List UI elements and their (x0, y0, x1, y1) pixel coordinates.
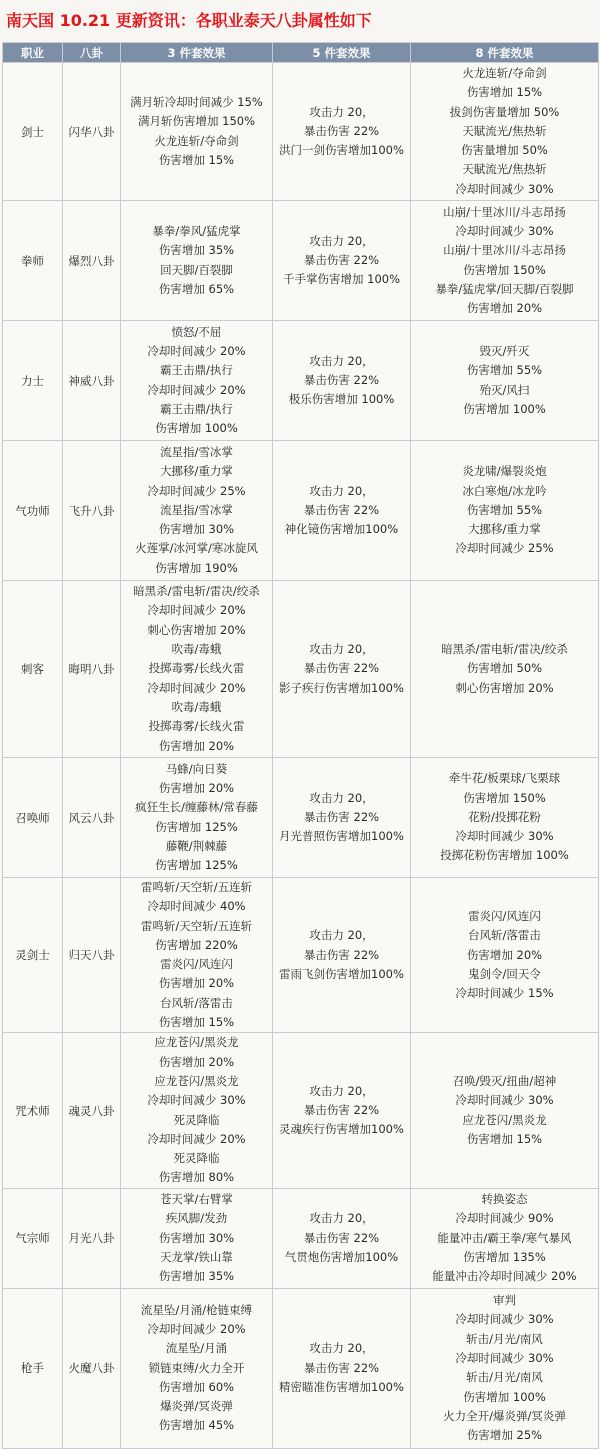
set5-cell-line: 暴击伤害 22% (303, 502, 380, 517)
set5-cell-line: 暴击伤害 22% (303, 1102, 380, 1117)
set3-cell-line: 回天脚/百裂脚 (160, 262, 233, 277)
set3-cell-line: 伤害增加 15% (158, 152, 235, 167)
set3-cell-line: 应龙苍闪/黑炎龙 (154, 1073, 239, 1088)
set5-cell-line: 气贯炮伤害增加100% (284, 1249, 399, 1264)
set8-cell-line: 投掷花粉伤害增加 100% (440, 848, 569, 863)
set5-cell (273, 1188, 411, 1288)
bagua-cell: 归天八卦 (63, 878, 121, 1033)
set3-cell-line: 伤害增加 20% (158, 780, 235, 795)
set8-cell-line: 大挪移/重力掌 (468, 522, 541, 537)
header-set5: 5 件套效果 (273, 43, 411, 63)
table-row (3, 63, 599, 201)
set5-cell-line: 攻击力 20， (309, 353, 374, 368)
set5-cell-line: 攻击力 20， (309, 928, 374, 943)
set8-cell-line: 伤害增加 25% (466, 1428, 543, 1443)
set3-cell-line: 满月斩伤害增加 150% (137, 114, 256, 129)
bagua-cell: 风云八卦 (63, 758, 121, 878)
set5-cell-line: 攻击力 20， (309, 104, 374, 119)
set5-cell-line: 千手掌伤害增加 100% (282, 272, 401, 287)
set3-cell-line: 雷鸣斩/天空斩/五连斩 (140, 918, 253, 933)
set3-cell-line: 伤害增加 35% (158, 243, 235, 258)
set3-cell-line: 伤害增加 30% (158, 522, 235, 537)
job-cell: 拳师 (3, 201, 63, 321)
set5-cell (273, 758, 411, 878)
set8-cell-line: 伤害增加 50% (466, 661, 543, 676)
set5-cell-line: 暴击伤害 22% (303, 372, 380, 387)
set8-cell-line: 应龙苍闪/黑炎龙 (462, 1112, 547, 1127)
set8-cell (411, 581, 599, 758)
set3-cell (121, 758, 273, 878)
set5-cell-line: 暴击伤害 22% (303, 1230, 380, 1245)
set8-cell-line: 伤害增加 150% (463, 790, 546, 805)
set3-cell-line: 冷却时间减少 20% (147, 680, 246, 695)
job-cell: 剑士 (3, 63, 63, 201)
table-row (3, 1288, 599, 1448)
table-body (3, 63, 599, 1449)
set5-cell-line: 暴击伤害 22% (303, 809, 380, 824)
set5-cell-line: 攻击力 20， (309, 1083, 374, 1098)
set5-cell-line: 攻击力 20， (309, 642, 374, 657)
set3-cell-line: 火龙连斩/夺命剑 (154, 133, 239, 148)
set-bonus-table (2, 42, 599, 1449)
set3-cell (121, 441, 273, 581)
set8-cell-line: 鬼剑令/回天令 (468, 966, 541, 981)
set3-cell-line: 吹毒/毒蛾 (171, 642, 222, 657)
set5-cell-line: 攻击力 20， (309, 1211, 374, 1226)
set8-cell-line: 伤害增加 100% (463, 1389, 546, 1404)
set8-cell-line: 山崩/十里冰川/斗志昂扬 (443, 243, 566, 258)
header-job: 职业 (3, 43, 63, 63)
set3-cell-line: 冷却时间减少 20% (147, 603, 246, 618)
set8-cell-line: 伤害增加 135% (463, 1249, 546, 1264)
set5-cell-line: 雷雨飞剑伤害增加100% (279, 966, 404, 981)
table-row (3, 321, 599, 441)
set3-cell-line: 锁链束缚/火力全开 (148, 1360, 245, 1375)
set8-cell (411, 1288, 599, 1448)
bagua-cell: 飞升八卦 (63, 441, 121, 581)
set3-cell-line: 伤害增加 45% (158, 1418, 235, 1433)
set8-cell-line: 召唤/毁灭/扭曲/超神 (452, 1073, 557, 1088)
set3-cell-line: 霸王击鼎/执行 (160, 401, 233, 416)
set8-cell-line: 冷却时间减少 15% (455, 986, 554, 1001)
set3-cell-line: 伤害增加 20% (158, 1054, 235, 1069)
set5-cell (273, 878, 411, 1033)
set3-cell-line: 投掷毒雾/长线火雷 (148, 719, 245, 734)
set3-cell-line: 天龙掌/铁山靠 (160, 1249, 233, 1264)
set8-cell (411, 758, 599, 878)
set5-cell-line: 攻击力 20， (309, 1341, 374, 1356)
set5-cell-line: 月光普照伤害增加100% (279, 829, 404, 844)
set3-cell-line: 伤害增加 80% (158, 1170, 235, 1185)
set3-cell (121, 63, 273, 201)
set8-cell-line: 山崩/十里冰川/斗志昂扬 (443, 204, 566, 219)
set5-cell-line: 攻击力 20， (309, 233, 374, 248)
set3-cell-line: 苍天掌/右臂掌 (160, 1192, 233, 1206)
table-row (3, 1033, 599, 1188)
set8-cell-line: 雷炎闪/风连闪 (468, 908, 541, 923)
set3-cell-line: 流星指/雪冰掌 (160, 444, 233, 459)
job-cell: 气功师 (3, 441, 63, 581)
set5-cell-line: 攻击力 20， (309, 790, 374, 805)
set8-cell-line: 伤害增加 55% (466, 363, 543, 378)
set3-cell-line: 冷却时间减少 20% (147, 1322, 246, 1336)
set8-cell-line: 能量冲击/霸王拳/寒气暴风 (437, 1230, 572, 1245)
set3-cell-line: 台风斩/落雷击 (160, 995, 233, 1010)
set5-cell (273, 1033, 411, 1188)
set3-cell-line: 冷却时间减少 25% (147, 483, 246, 498)
set3-cell (121, 321, 273, 441)
set5-cell-line: 洪门一剑伤害增加100% (279, 143, 404, 158)
table-row (3, 441, 599, 581)
set3-cell-line: 爆炎弹/冥炎弹 (160, 1399, 233, 1414)
set3-cell-line: 霸王击鼎/执行 (160, 363, 233, 378)
set5-cell-line: 暴击伤害 22% (303, 1360, 380, 1375)
set3-cell (121, 878, 273, 1033)
job-cell: 灵剑士 (3, 878, 63, 1033)
set8-cell-line: 冷却时间减少 90% (455, 1211, 554, 1226)
set3-cell-line: 伤害增加 20% (158, 976, 235, 991)
bagua-cell: 魂灵八卦 (63, 1033, 121, 1188)
set3-cell-line: 暗黑杀/雷电斩/雷决/绞杀 (133, 584, 260, 599)
set8-cell-line: 殆灭/风扫 (479, 382, 530, 397)
set3-cell (121, 1288, 273, 1448)
set3-cell-line: 死灵降临 (173, 1151, 220, 1166)
set3-cell (121, 1033, 273, 1188)
set5-cell-line: 神化镜伤害增加100% (284, 522, 399, 537)
set8-cell (411, 321, 599, 441)
set3-cell-line: 流星坠/月涌 (165, 1341, 228, 1356)
set3-cell (121, 1188, 273, 1288)
set3-cell-line: 流星指/雪冰掌 (160, 502, 233, 517)
set8-cell-line: 伤害增加 20% (466, 301, 543, 316)
set8-cell-line: 能量冲击冷却时间减少 20% (432, 1269, 577, 1284)
set3-cell-line: 伤害增加 20% (158, 738, 235, 753)
set3-cell-line: 伤害增加 15% (158, 1015, 235, 1030)
set3-cell-line: 雷炎闪/风连闪 (160, 957, 233, 972)
set8-cell-line: 冷却时间减少 30% (455, 829, 554, 844)
set3-cell-line: 雷鸣斩/天空斩/五连斩 (140, 880, 253, 894)
set8-cell-line: 冷却时间减少 30% (455, 1093, 554, 1108)
set3-cell-line: 马蜂/向日葵 (165, 761, 228, 776)
set3-cell-line: 刺心伤害增加 20% (147, 622, 246, 637)
set3-cell-line: 疯狂生长/缠藤林/常春藤 (135, 800, 258, 815)
bagua-cell: 晦明八卦 (63, 581, 121, 758)
table-row (3, 878, 599, 1033)
set8-cell-line: 毁灭/歼灭 (479, 343, 530, 358)
bagua-cell: 火魔八卦 (63, 1288, 121, 1448)
table-row (3, 1188, 599, 1288)
set5-cell (273, 1288, 411, 1448)
set8-cell-line: 火力全开/爆炎弹/冥炎弹 (443, 1408, 566, 1423)
set3-cell-line: 冷却时间减少 20% (147, 343, 246, 358)
set8-cell (411, 1188, 599, 1288)
header-set8: 8 件套效果 (411, 43, 599, 63)
set8-cell-line: 冰白寒炮/冰龙吟 (462, 483, 547, 498)
set8-cell-line: 炎龙啸/爆裂炎炮 (462, 464, 547, 479)
set5-cell-line: 极乐伤害增加 100% (288, 392, 395, 407)
set8-cell-line: 伤害量增加 50% (461, 143, 548, 158)
set5-cell (273, 441, 411, 581)
set3-cell-line: 伤害增加 220% (155, 937, 238, 952)
set3-cell-line: 伤害增加 100% (155, 421, 238, 436)
set8-cell-line: 刺心伤害增加 20% (455, 680, 554, 695)
set3-cell-line: 满月斩冷却时间减少 15% (130, 94, 263, 109)
set8-cell (411, 878, 599, 1033)
job-cell: 召唤师 (3, 758, 63, 878)
set5-cell-line: 暴击伤害 22% (303, 123, 380, 138)
set8-cell-line: 冷却时间减少 30% (455, 1312, 554, 1327)
set8-cell-line: 花粉/投掷花粉 (468, 809, 541, 824)
set8-cell-line: 火龙连斩/夺命剑 (462, 65, 547, 80)
set3-cell-line: 火莲掌/冰河掌/寒冰旋风 (135, 541, 258, 556)
set5-cell (273, 201, 411, 321)
set8-cell-line: 伤害增加 100% (463, 401, 546, 416)
set3-cell-line: 伤害增加 65% (158, 281, 235, 296)
set3-cell-line: 愤怒/不屈 (171, 324, 222, 339)
set3-cell-line: 死灵降临 (173, 1112, 220, 1127)
set5-cell-line: 精密瞄准伤害增加100% (279, 1379, 404, 1394)
set5-cell (273, 581, 411, 758)
set5-cell-line: 暴击伤害 22% (303, 252, 380, 267)
set8-cell-line: 审判 (493, 1293, 516, 1308)
set5-cell-line: 暴击伤害 22% (303, 661, 380, 676)
set8-cell-line: 天賦流光/焦热斩 (462, 162, 547, 177)
job-cell: 枪手 (3, 1288, 63, 1448)
set8-cell-line: 伤害增加 55% (466, 502, 543, 517)
set8-cell-line: 伤害增加 20% (466, 947, 543, 962)
set5-cell-line: 攻击力 20， (309, 483, 374, 498)
set3-cell-line: 伤害增加 60% (158, 1379, 235, 1394)
set8-cell-line: 暗黑杀/雷电斩/雷决/绞杀 (441, 642, 568, 657)
set5-cell (273, 63, 411, 201)
set8-cell-line: 暴拳/猛虎掌/回天脚/百裂脚 (435, 281, 574, 296)
set3-cell-line: 冷却时间减少 20% (147, 1131, 246, 1146)
set3-cell-line: 伤害增加 30% (158, 1230, 235, 1245)
set8-cell-line: 冷却时间减少 30% (455, 223, 554, 238)
set5-cell-line: 影子疾行伤害增加100% (279, 680, 404, 695)
set5-cell-line: 灵魂疾行伤害增加100% (279, 1122, 404, 1137)
page-title: 南天国 10.21 更新资讯：各职业泰天八卦属性如下 (6, 11, 372, 30)
set3-cell-line: 伤害增加 190% (155, 560, 238, 575)
set3-cell-line: 应龙苍闪/黑炎龙 (154, 1035, 239, 1050)
table-header-row (3, 43, 599, 63)
set3-cell-line: 伤害增加 125% (155, 819, 238, 834)
set3-cell-line: 藤鞭/荆棘藤 (165, 838, 228, 853)
set8-cell-line: 台风斩/落雷击 (468, 928, 541, 943)
set3-cell-line: 伤害增加 125% (155, 858, 238, 873)
set8-cell-line: 拔剑伤害量增加 50% (449, 104, 560, 119)
set3-cell-line: 投掷毒雾/长线火雷 (148, 661, 245, 676)
bagua-cell: 神威八卦 (63, 321, 121, 441)
set3-cell-line: 流星坠/月涌/枪链束缚 (140, 1302, 253, 1317)
set8-cell-line: 斩击/月光/南风 (466, 1331, 543, 1346)
job-cell: 咒术师 (3, 1033, 63, 1188)
set8-cell-line: 转换姿态 (481, 1192, 528, 1206)
set8-cell-line: 牵牛花/板栗球/飞栗球 (448, 771, 561, 786)
job-cell: 气宗师 (3, 1188, 63, 1288)
set3-cell-line: 吹毒/毒蛾 (171, 699, 222, 714)
table-row (3, 201, 599, 321)
set3-cell-line: 伤害增加 35% (158, 1269, 235, 1284)
bagua-cell: 爆烈八卦 (63, 201, 121, 321)
set8-cell-line: 冷却时间减少 30% (455, 1350, 554, 1365)
set5-cell (273, 321, 411, 441)
set8-cell-line: 天賦流光/焦热斩 (462, 123, 547, 138)
set8-cell (411, 441, 599, 581)
set8-cell-line: 冷却时间减少 25% (455, 541, 554, 556)
set3-cell (121, 581, 273, 758)
set3-cell-line: 冷却时间减少 40% (147, 899, 246, 914)
set3-cell-line: 大挪移/重力掌 (160, 464, 233, 479)
set3-cell-line: 冷却时间减少 20% (147, 382, 246, 397)
job-cell: 刺客 (3, 581, 63, 758)
header-bagua: 八卦 (63, 43, 121, 63)
table-row (3, 758, 599, 878)
bagua-cell: 月光八卦 (63, 1188, 121, 1288)
set8-cell-line: 伤害增加 15% (466, 1131, 543, 1146)
set8-cell (411, 1033, 599, 1188)
set5-cell-line: 暴击伤害 22% (303, 947, 380, 962)
set8-cell (411, 63, 599, 201)
set3-cell-line: 暴拳/拳风/猛虎掌 (152, 223, 241, 238)
set8-cell (411, 201, 599, 321)
set3-cell-line: 疾风脚/发劲 (165, 1211, 228, 1226)
set8-cell-line: 伤害增加 150% (463, 262, 546, 277)
job-cell: 力士 (3, 321, 63, 441)
set8-cell-line: 冷却时间减少 30% (455, 181, 554, 196)
set8-cell-line: 斩击/月光/南风 (466, 1370, 543, 1385)
header-set3: 3 件套效果 (121, 43, 273, 63)
set8-cell-line: 伤害增加 15% (466, 85, 543, 100)
table-row (3, 581, 599, 758)
bagua-cell: 闪华八卦 (63, 63, 121, 201)
set3-cell-line: 冷却时间减少 30% (147, 1093, 246, 1108)
set3-cell (121, 201, 273, 321)
